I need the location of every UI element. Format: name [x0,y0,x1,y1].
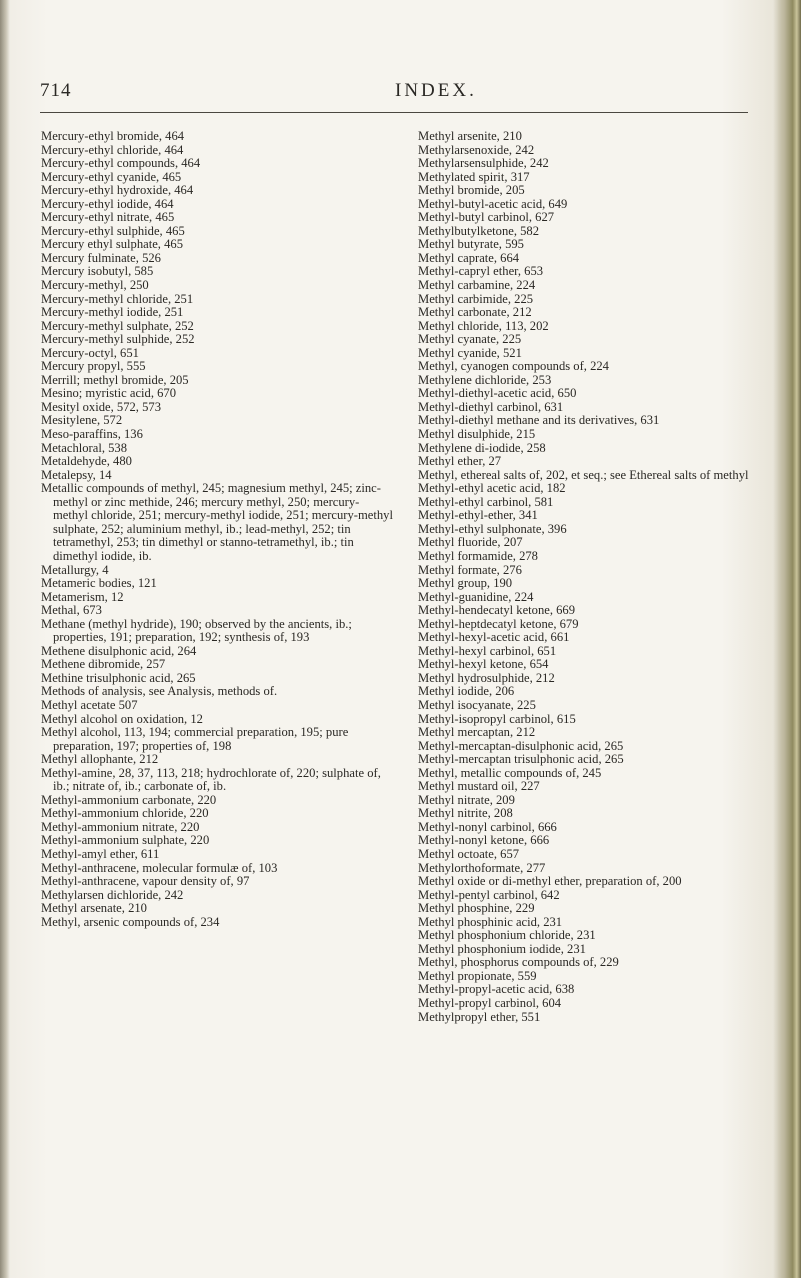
index-entry: Methyl phosphonium chloride, 231 [418,928,596,943]
index-entry: Methyl-pentyl carbinol, 642 [418,887,560,902]
index-entry: Methyl carbonate, 212 [418,305,532,320]
index-entry: Methyl mustard oil, 227 [418,779,540,794]
index-entry: Methylbutylketone, 582 [418,223,540,238]
index-entry: Methyl acetate 507 [41,697,138,712]
index-entry: Metameric bodies, 121 [41,576,157,591]
index-entry: Methyl-amyl ether, 611 [41,846,160,861]
index-entry: Methyl mercaptan, 212 [418,725,536,740]
index-entry: Methyl-ammonium carbonate, 220 [41,792,217,807]
index-entry: Methyl-hexyl-acetic acid, 661 [418,630,570,645]
index-entry: Methylpropyl ether, 551 [418,1009,541,1024]
index-entry: Methyl, arsenic compounds of, 234 [41,914,220,929]
index-entry: Methyl-diethyl carbinol, 631 [418,399,564,414]
index-entry: Methyl-diethyl-acetic acid, 650 [418,386,577,401]
index-entry: Methyl-nonyl ketone, 666 [418,833,550,848]
index-entry: Mesityl oxide, 572, 573 [41,399,161,414]
index-entry: Mercury-ethyl nitrate, 465 [41,210,175,225]
index-entry: Methyl-propyl carbinol, 604 [418,996,562,1010]
index-entry: Methyl arsenite, 210 [418,129,522,143]
index-entry: Methyl phosphine, 229 [418,901,535,916]
index-entry: Methyl phosphinic acid, 231 [418,914,563,929]
index-entry: Methyl caprate, 664 [418,250,520,265]
index-entry: Mercury-octyl, 651 [41,345,139,360]
index-entry: Methyl, ethereal salts of, 202, et seq.; see Ethereal salts of methyl [418,467,749,482]
page-left-edge [0,0,10,1278]
index-entry: Mercury-ethyl chloride, 464 [41,142,184,157]
page-header [0,80,801,110]
index-entry: Methyl-hendecatyl ketone, 669 [418,603,576,618]
index-entry: Mercury-methyl chloride, 251 [41,291,194,306]
index-entry: Methyl disulphide, 215 [418,427,536,442]
index-entry: Mercury-ethyl bromide, 464 [41,129,185,143]
index-entry: Methyl-heptdecatyl ketone, 679 [418,616,579,631]
index-entry: Mercury-ethyl compounds, 464 [41,156,201,171]
index-column-left [41,130,393,929]
index-entry: Methyl ether, 27 [418,454,502,469]
index-entry: Methylarsensulphide, 242 [418,156,549,171]
index-entry: Metachloral, 538 [41,440,128,455]
index-entry: Methyl-mercaptan trisulphonic acid, 265 [418,752,624,767]
index-entry: Metalepsy, 14 [41,467,112,482]
index-entry: Methyl allophante, 212 [41,752,159,767]
index-entry: Methyl-ammonium sulphate, 220 [41,833,210,848]
index-entry: Mercury ethyl sulphate, 465 [41,237,183,252]
index-entry: Methylene dichloride, 253 [418,372,552,387]
index-entry: Metaldehyde, 480 [41,454,132,469]
index-entry: Methyl-isopropyl carbinol, 615 [418,711,576,726]
index-entry: Methyl, metallic compounds of, 245 [418,765,602,780]
index-entry: Methyl-ammonium nitrate, 220 [41,819,200,834]
index-entry: Methyl nitrate, 209 [418,792,515,807]
index-entry: Methyl-hexyl carbinol, 651 [418,643,557,658]
index-entry: Methyl-ethyl-ether, 341 [418,508,538,523]
index-entry: Methyl, cyanogen compounds of, 224 [418,359,609,374]
index-entry: Methyl chloride, 113, 202 [418,318,549,333]
index-entry: Methyl-anthracene, vapour density of, 97 [41,874,250,889]
index-entry: Mesitylene, 572 [41,413,123,428]
index-entry: Mercury isobutyl, 585 [41,264,154,279]
index-column-right [418,130,770,1024]
index-entry: Mercury-ethyl cyanide, 465 [41,169,182,184]
index-entry: Methyl-hexyl ketone, 654 [418,657,549,672]
index-entry: Methyl-nonyl carbinol, 666 [418,819,557,834]
index-entry: Mercury propyl, 555 [41,359,146,374]
index-entry: Methyl group, 190 [418,576,513,591]
index-entry: Methylarsenoxide, 242 [418,142,535,157]
index-entry: Methyl alcohol on oxidation, 12 [41,711,203,726]
index-entry: Mercury-methyl iodide, 251 [41,305,184,320]
index-entry: Methyl formamide, 278 [418,548,538,563]
index-entry: Methyl formate, 276 [418,562,522,577]
index-entry: Methyl bromide, 205 [418,183,525,198]
index-entry: Methene disulphonic acid, 264 [41,643,197,658]
index-entry: Methyl arsenate, 210 [41,901,147,916]
index-entry: Methyl octoate, 657 [418,846,520,861]
index-entry: Mercury-ethyl hydroxide, 464 [41,183,194,198]
index-entry: Metallurgy, 4 [41,562,109,577]
page-number: 714 [40,80,72,101]
header-rule [40,112,748,113]
index-entry: Meso-paraffins, 136 [41,427,143,442]
index-entry: Methyl-capryl ether, 653 [418,264,544,279]
index-entry: Mesino; myristic acid, 670 [41,386,177,401]
index-entry: Methyl-amine, 28, 37, 113, 218; hydrochlorate of, 220; sulphate of, ib.; nitrate of, ib.; carbonate of, ib. [41,765,381,794]
index-entry: Mercury-ethyl iodide, 464 [41,196,174,211]
index-entry: Methylated spirit, 317 [418,169,530,184]
index-entry: Mercury fulminate, 526 [41,250,161,265]
index-entry: Methyl cyanide, 521 [418,345,522,360]
index-entry: Mercury-methyl sulphide, 252 [41,332,195,347]
index-entry: Methane (methyl hydride), 190; observed by the ancients, ib.; properties, 191; preparation, 192; synthesis of, 193 [41,616,352,645]
index-entry: Mercury-methyl sulphate, 252 [41,318,194,333]
index-entry: Methyl hydrosulphide, 212 [418,670,555,685]
index-entry: Metamerism, 12 [41,589,124,604]
index-entry: Methyl nitrite, 208 [418,806,513,821]
index-entry: Methyl-butyl-acetic acid, 649 [418,196,568,211]
page-right-edge [773,0,801,1278]
index-entry: Methyl carbimide, 225 [418,291,534,306]
index-entry: Methene dibromide, 257 [41,657,166,672]
index-entry: Methyl-propyl-acetic acid, 638 [418,982,575,997]
index-entry: Methyl-mercaptan-disulphonic acid, 265 [418,738,624,753]
index-entry: Methyl fluoride, 207 [418,535,523,550]
index-entry: Methyl-ammonium chloride, 220 [41,806,209,821]
index-entry: Methyl oxide or di-methyl ether, preparation of, 200 [418,874,682,889]
index-entry: Metallic compounds of methyl, 245; magnesium methyl, 245; zinc-methyl or zinc methide, 246; mercury methyl, 250; mercury-methyl chloride, 251; mercury-methyl iodide, 251; mercury-methyl sulphate, 252; aluminium methyl, ib.; lead-methyl, 252; tin tetramethyl, 253; tin dimethyl or stanno-tetramethyl, ib.; tin dimethyl iodide, ib. [41,481,393,563]
running-head: INDEX. [395,80,477,101]
index-entry: Methyl iodide, 206 [418,684,515,699]
index-entry: Methyl-ethyl sulphonate, 396 [418,521,567,536]
index-entry: Methylarsen dichloride, 242 [41,887,184,902]
index-entry: Methyl alcohol, 113, 194; commercial preparation, 195; pure preparation, 197; properties of, 198 [41,725,349,753]
index-entry: Methyl-diethyl methane and its derivatives, 631 [418,413,660,428]
index-entry: Methyl phosphonium iodide, 231 [418,941,586,956]
index-entry: Methyl propionate, 559 [418,968,537,983]
index-entry: Methylene di-iodide, 258 [418,440,546,455]
index-entry: Methyl isocyanate, 225 [418,697,536,712]
index-entry: Methyl-butyl carbinol, 627 [418,210,555,225]
index-entry: Methyl-guanidine, 224 [418,589,534,604]
index-entry: Methine trisulphonic acid, 265 [41,670,196,685]
index-entry: Methylorthoformate, 277 [418,860,546,875]
index-entry: Methyl cyanate, 225 [418,332,522,347]
index-entry: Methyl, phosphorus compounds of, 229 [418,955,619,970]
index-entry: Merrill; methyl bromide, 205 [41,372,189,387]
index-entry: Methyl carbamine, 224 [418,278,536,293]
index-entry: Methyl-ethyl acetic acid, 182 [418,481,566,496]
index-entry: Methyl butyrate, 595 [418,237,524,252]
index-entry: Methal, 673 [41,603,102,618]
index-entry: Mercury-ethyl sulphide, 465 [41,223,185,238]
index-entry: Mercury-methyl, 250 [41,278,149,293]
index-entry: Methyl-anthracene, molecular formulæ of, 103 [41,860,278,875]
index-entry: Methyl-ethyl carbinol, 581 [418,494,554,509]
index-entry: Methods of analysis, see Analysis, methods of. [41,684,278,699]
